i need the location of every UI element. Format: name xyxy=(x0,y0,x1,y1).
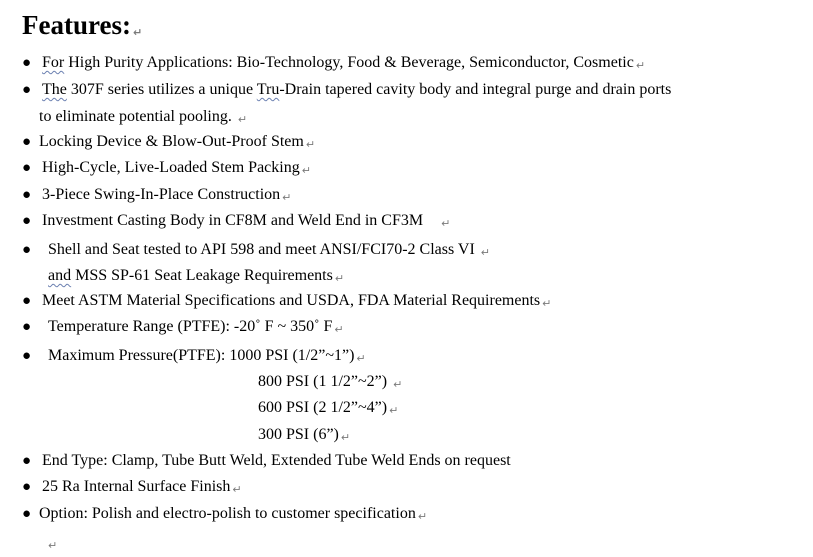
paragraph-mark-icon: ↵ xyxy=(237,113,248,126)
feature-item: For High Purity Applications: Bio-Technology, Food & Beverage, Semiconductor, Cosmetic ↵ xyxy=(42,54,646,72)
feature-item: Maximum Pressure(PTFE): 1000 PSI (1/2”~1”) ↵ xyxy=(48,347,366,365)
paragraph-mark-icon: ↵ xyxy=(635,59,646,72)
feature-item: High-Cycle, Live-Loaded Stem Packing ↵ xyxy=(42,159,311,177)
feature-item-continuation: to eliminate potential pooling. ↵ xyxy=(39,108,248,126)
heading-text: Features: xyxy=(22,10,131,40)
feature-item: Investment Casting Body in CF8M and Weld End in CF3M ↵ xyxy=(42,212,451,230)
feature-item: Locking Device & Blow-Out-Proof Stem ↵ xyxy=(39,133,316,151)
bullet-icon: ● xyxy=(22,82,32,98)
feature-item: The 307F series utilizes a unique Tru-Drain tapered cavity body and integral purge and drain ports xyxy=(42,81,672,98)
feature-item: Temperature Range (PTFE): -20˚ F ~ 350˚ F ↵ xyxy=(48,318,344,336)
paragraph-mark-icon: ↵ xyxy=(356,352,366,365)
feature-item: Option: Polish and electro-polish to customer specification ↵ xyxy=(39,505,428,523)
bullet-icon: ● xyxy=(22,319,32,335)
paragraph-mark-icon: ↵ xyxy=(417,510,428,523)
bullet-icon: ● xyxy=(22,479,32,495)
paragraph-mark-icon: ↵ xyxy=(334,272,345,285)
paragraph-mark-icon: ↵ xyxy=(393,378,403,391)
paragraph-mark-icon: ↵ xyxy=(441,217,451,230)
paragraph-mark-icon: ↵ xyxy=(305,138,316,151)
paragraph-mark-icon: ↵ xyxy=(232,483,242,496)
paragraph-mark-icon: ↵ xyxy=(389,404,399,417)
feature-item: Shell and Seat tested to API 598 and meet ANSI/FCI70-2 Class VI ↵ xyxy=(48,241,491,259)
feature-item: Meet ASTM Material Specifications and USDA, FDA Material Requirements ↵ xyxy=(42,292,552,310)
bullet-icon: ● xyxy=(22,242,32,258)
paragraph-mark-icon: ↵ xyxy=(132,26,143,39)
feature-item-continuation: and MSS SP-61 Seat Leakage Requirements ↵ xyxy=(48,267,345,285)
bullet-icon: ● xyxy=(22,453,32,469)
paragraph-mark-icon: ↵ xyxy=(340,431,351,444)
bullet-icon: ● xyxy=(22,213,32,229)
paragraph-mark-icon: ↵ xyxy=(282,191,292,204)
bullet-icon: ● xyxy=(22,55,32,71)
paragraph-mark-icon: ↵ xyxy=(48,539,58,552)
bullet-icon: ● xyxy=(22,506,32,522)
paragraph-mark-icon: ↵ xyxy=(480,246,491,259)
bullet-icon: ● xyxy=(22,160,32,176)
pressure-line: 800 PSI (1 1/2”~2”) ↵ xyxy=(258,373,403,391)
features-heading xyxy=(22,8,142,50)
paragraph-mark-icon: ↵ xyxy=(334,323,344,336)
pressure-line: 300 PSI (6”) ↵ xyxy=(258,426,351,444)
feature-item: 3-Piece Swing-In-Place Construction ↵ xyxy=(42,186,292,204)
paragraph-mark-icon: ↵ xyxy=(301,164,311,177)
bullet-icon: ● xyxy=(22,134,32,150)
bullet-icon: ● xyxy=(22,293,32,309)
bullet-icon: ● xyxy=(22,187,32,203)
feature-item: End Type: Clamp, Tube Butt Weld, Extended Tube Weld Ends on request xyxy=(42,452,511,469)
feature-item: 25 Ra Internal Surface Finish ↵ xyxy=(42,478,242,496)
bullet-icon: ● xyxy=(22,348,32,364)
paragraph-mark-icon: ↵ xyxy=(542,297,552,310)
pressure-line: 600 PSI (2 1/2”~4”) ↵ xyxy=(258,399,399,417)
empty-paragraph xyxy=(46,532,57,557)
